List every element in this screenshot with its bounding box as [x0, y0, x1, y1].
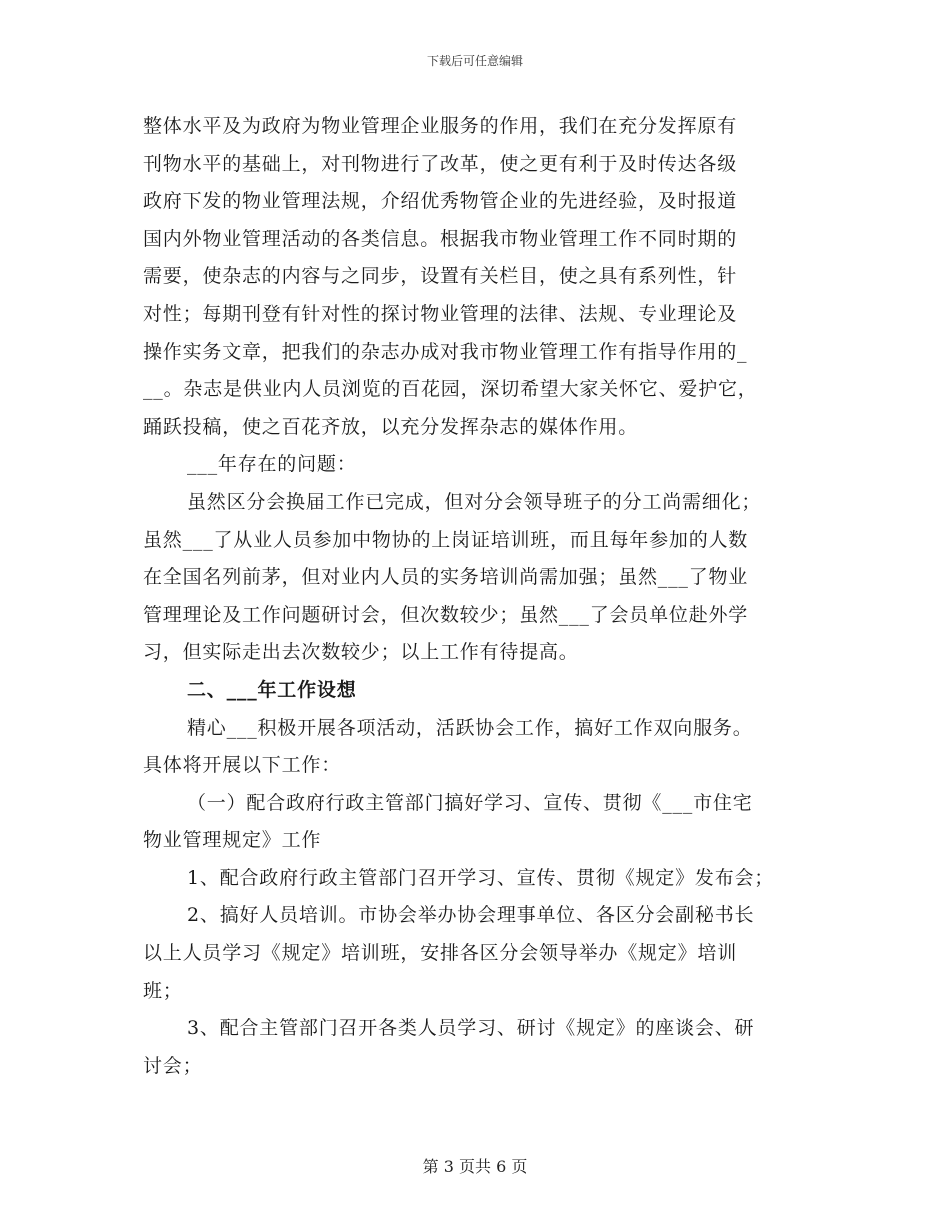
body-line: 具体将开展以下工作： — [143, 754, 342, 777]
body-line: 对性；每期刊登有针对性的探讨物业管理的法律、法规、专业理论及 — [143, 302, 738, 325]
body-line: 虽然___了从业人员参加中物协的上岗证培训班，而且每年参加的人数 — [143, 528, 749, 551]
body-line: 习，但实际走出去次数较少；以上工作有待提高。 — [143, 641, 579, 664]
body-line: 讨会； — [143, 1054, 203, 1077]
subsection-heading: （一）配合政府行政主管部门搞好学习、宣传、贯彻《___市住宅 — [187, 791, 753, 814]
document-body — [143, 108, 815, 1085]
page-number: 第 3 页共 6 页 — [422, 1157, 528, 1176]
body-line: __。杂志是供业内人员浏览的百花园，深切希望大家关怀它、爱护它， — [143, 378, 758, 401]
body-line: 操作实务文章，把我们的杂志办成对我市物业管理工作有指导作用的_ — [143, 340, 748, 363]
body-line: 踊跃投稿，使之百花齐放，以充分发挥杂志的媒体作用。 — [143, 415, 639, 438]
body-line: 精心___积极开展各项活动，活跃协会工作，搞好工作双向服务。 — [187, 716, 753, 739]
body-line: 物业管理规定》工作 — [143, 829, 322, 852]
body-line: 整体水平及为政府为物业管理企业服务的作用，我们在充分发挥原有 — [143, 115, 738, 137]
list-item: 2、搞好人员培训。市协会举办协会理事单位、各区分会副秘书长 — [187, 904, 755, 927]
body-line: 政府下发的物业管理法规，介绍优秀物管企业的先进经验，及时报道 — [143, 190, 738, 213]
body-line: 管理理论及工作问题研讨会，但次数较少；虽然___了会员单位赴外学 — [143, 603, 749, 626]
paragraph-heading: ___年存在的问题： — [187, 453, 357, 476]
body-line: 班； — [143, 979, 183, 1002]
list-item: 3、配合主管部门召开各类人员学习、研讨《规定》的座谈会、研 — [187, 1017, 755, 1040]
body-line: 虽然区分会换届工作已完成，但对分会领导班子的分工尚需细化； — [187, 490, 762, 513]
body-line: 刊物水平的基础上，对刊物进行了改革，使之更有利于及时传达各级 — [143, 152, 738, 175]
body-line: 以上人员学习《规定》培训班，安排各区分会领导举办《规定》培训 — [143, 942, 738, 965]
section-heading: 二、___年工作设想 — [187, 678, 357, 701]
body-line: 在全国名列前茅，但对业内人员的实务培训尚需加强；虽然___了物业 — [143, 566, 749, 589]
body-line: 国内外物业管理活动的各类信息。根据我市物业管理工作不同时期的 — [143, 227, 738, 250]
body-line: 需要，使杂志的内容与之同步，设置有关栏目，使之具有系列性，针 — [143, 265, 738, 288]
list-item: 1、配合政府行政主管部门召开学习、宣传、贯彻《规定》发布会； — [187, 866, 775, 889]
page-header: 下载后可任意编辑 — [426, 54, 523, 68]
